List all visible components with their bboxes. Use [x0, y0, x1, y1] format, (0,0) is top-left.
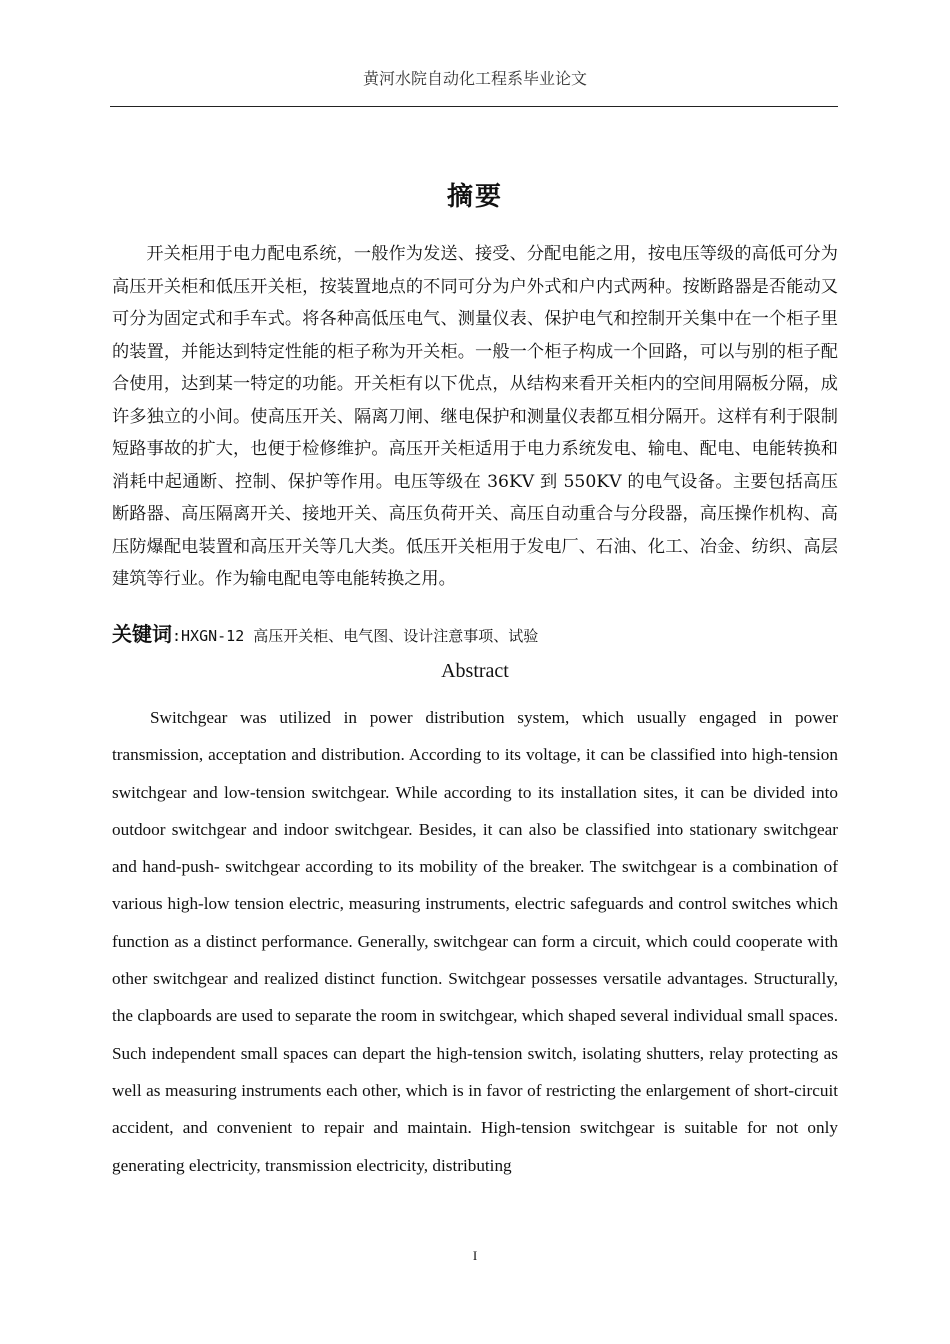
english-abstract-paragraph: Switchgear was utilized in power distribution system, which usually engaged in power transmission, acceptation and distribution. According to its voltage, it can be classified into high-tension switchgear and low-tension switchgear. While according to its installation sites, it can be divided into outdoor switchgear and indoor switchgear. Besides, it can also be classified into stationary switchgear and hand-push- switchgear according to its mobility of the breaker. The switchgear is a combination of various high-low tension electric, measuring instruments, electric safeguards and control switches which function as a distinct performance. Generally, switchgear can form a circuit, which could cooperate with other switchgear and realized distinct function. Switchgear possesses versatile advantages. Structurally, the clapboards are used to separate the room in switchgear, which shaped several individual small spaces. Such independent small spaces can depart the high-tension switch, isolating shutters, relay protecting as well as measuring instruments each other, which is in favor of restricting the enlargement of short-circuit accident, and convenient to repair and maintain. High-tension switchgear is suitable for not only generating electricity, transmission electricity, distributing: [112, 708, 838, 1175]
chinese-abstract-paragraph: 开关柜用于电力配电系统，一般作为发送、接受、分配电能之用，按电压等级的高低可分为高压开关柜和低压开关柜，按装置地点的不同可分为户外式和户内式两种。按断路器是否能动又可分为固定式和手车式。将各种高低压电气、测量仪表、保护电气和控制开关集中在一个柜子里的装置，并能达到特定性能的柜子称为开关柜。一般一个柜子构成一个回路，可以与别的柜子配合使用，达到某一特定的功能。开关柜有以下优点，从结构来看开关柜内的空间用隔板分隔，成许多独立的小间。使高压开关、隔离刀闸、继电保护和测量仪表都互相分隔开。这样有利于限制短路事故的扩大，也便于检修维护。高压开关柜适用于电力系统发电、输电、配电、电能转换和消耗中起通断、控制、保护等作用。电压等级在 36KV 到 550KV 的电气设备。主要包括高压断路器、高压隔离开关、接地开关、高压负荷开关、高压自动重合与分段器，高压操作机构、高压防爆配电装置和高压开关等几大类。低压开关柜用于发电厂、石油、化工、冶金、纺织、高层建筑等行业。作为输电配电等电能转换之用。: [112, 244, 838, 589]
english-abstract-title: Abstract: [441, 660, 509, 682]
keywords-line: [112, 618, 838, 647]
page-number: I: [472, 1248, 478, 1263]
page-header: 黄河水院自动化工程系毕业论文: [362, 69, 587, 88]
keywords-text: :HXGN-12 高压开关柜、电气图、设计注意事项、试验: [172, 627, 539, 645]
page-title: 摘要: [446, 182, 503, 212]
keywords-label: 关键词: [112, 622, 172, 646]
header-divider: [110, 106, 838, 107]
